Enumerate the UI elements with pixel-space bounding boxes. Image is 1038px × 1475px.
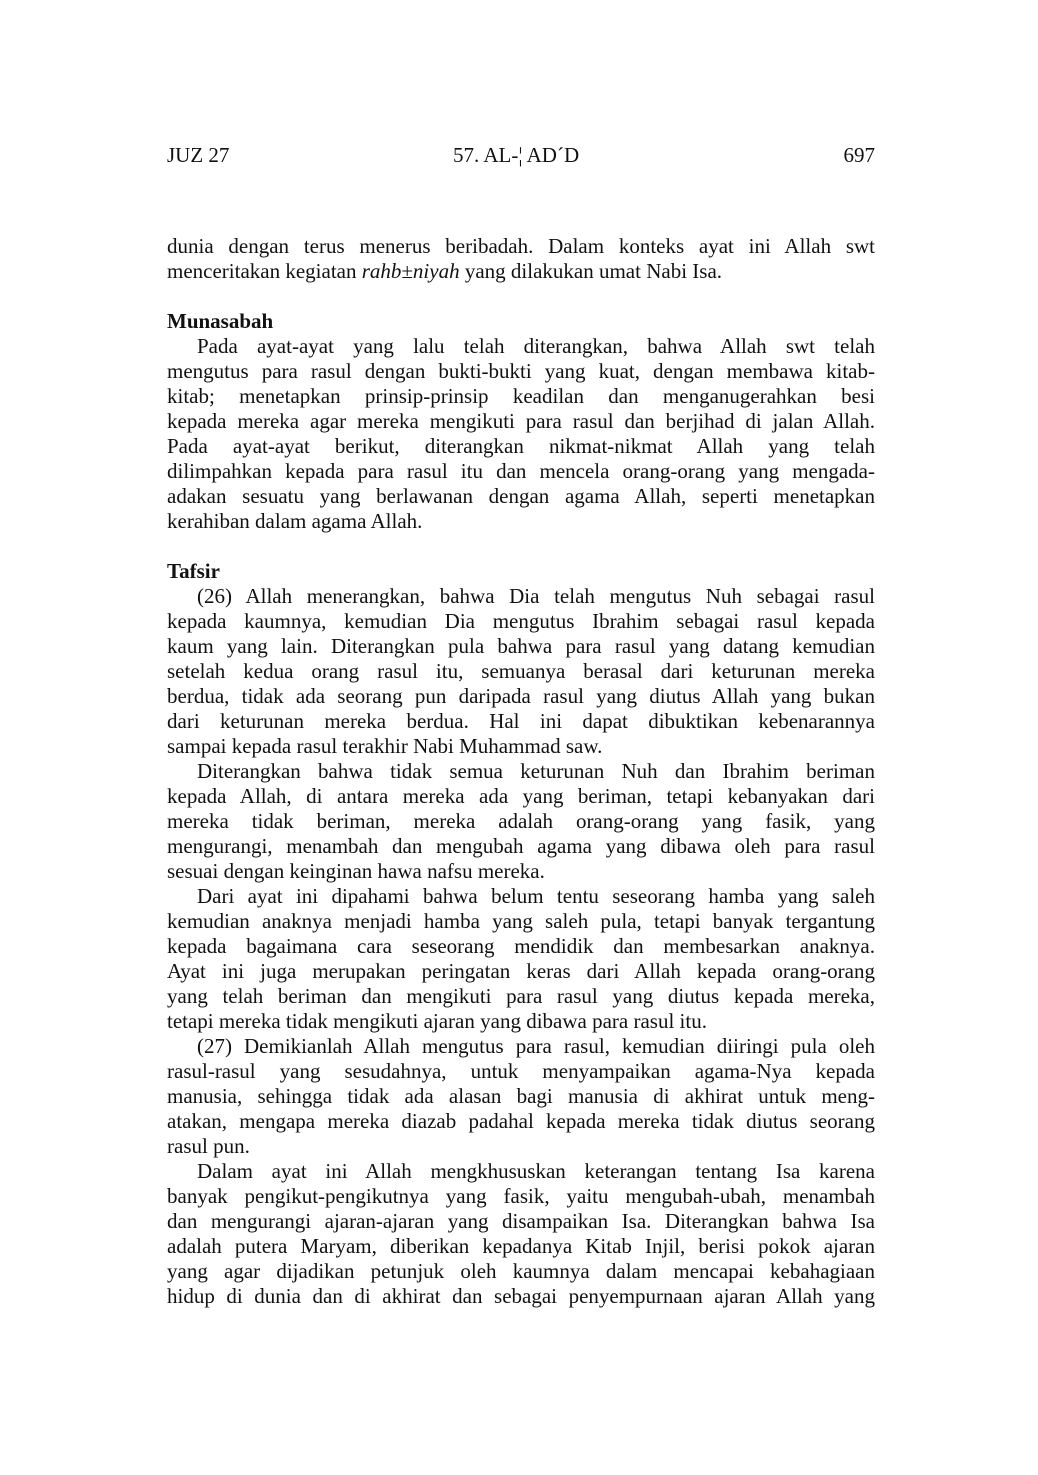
- munasabah-paragraph: [167, 334, 875, 534]
- text-line: Dari ayat ini dipahami bahwa belum tentu seseorang hamba yang saleh: [197, 884, 875, 908]
- text-line: mengurangi, menambah dan mengubah agama yang dibawa oleh para rasul: [167, 834, 875, 858]
- text-line: [167, 259, 875, 284]
- text-line: Dalam ayat ini Allah mengkhususkan keterangan tentang Isa karena: [197, 1159, 875, 1183]
- text-line: yang telah beriman dan mengikuti para rasul yang diutus kepada mereka,: [167, 984, 875, 1008]
- text-line: dilimpahkan kepada para rasul itu dan mencela orang-orang yang mengada-: [167, 459, 875, 483]
- italic-term: rahb±niyah: [361, 259, 460, 283]
- text-line: rasul-rasul yang sesudahnya, untuk menyampaikan agama-Nya kepada: [167, 1059, 875, 1083]
- text-line: tetapi mereka tidak mengikuti ajaran yang dibawa para rasul itu.: [167, 1009, 707, 1033]
- text-line: mengutus para rasul dengan bukti-bukti yang kuat, dengan membawa kitab-: [167, 359, 875, 383]
- text-line: sampai kepada rasul terakhir Nabi Muhammad saw.: [167, 734, 603, 758]
- text-line: kemudian anaknya menjadi hamba yang saleh pula, tetapi banyak tergantung: [167, 909, 875, 933]
- text-line: sesuai dengan keinginan hawa nafsu mereka.: [167, 859, 545, 883]
- text-line: (27) Demikianlah Allah mengutus para rasul, kemudian diiringi pula oleh: [197, 1034, 875, 1058]
- tafsir-paragraph: [167, 884, 875, 1034]
- text-line: kitab; menetapkan prinsip-prinsip keadilan dan menganugerahkan besi: [167, 384, 875, 408]
- text-line: kepada bagaimana cara seseorang mendidik dan membesarkan anaknya.: [167, 934, 875, 958]
- page-body: [167, 234, 875, 1309]
- text-line: hidup di dunia dan di akhirat dan sebagai penyempurnaan ajaran Allah yang: [167, 1284, 875, 1308]
- text-line: adakan sesuatu yang berlawanan dengan agama Allah, seperti menetapkan: [167, 484, 875, 508]
- text-line: setelah kedua orang rasul itu, semuanya berasal dari keturunan mereka: [167, 659, 875, 683]
- text-line: Diterangkan bahwa tidak semua keturunan Nuh dan Ibrahim beriman: [197, 759, 875, 783]
- tafsir-paragraph: [167, 759, 875, 884]
- text-line: kaum yang lain. Diterangkan pula bahwa para rasul yang datang kemudian: [167, 634, 875, 658]
- text-line: kepada mereka agar mereka mengikuti para rasul dan berjihad di jalan Allah.: [167, 409, 875, 433]
- section-gap: [167, 534, 875, 559]
- text-line: atakan, mengapa mereka diazab padahal kepada mereka tidak diutus seorang: [167, 1109, 875, 1133]
- text-line: adalah putera Maryam, diberikan kepadanya Kitab Injil, berisi pokok ajaran: [167, 1234, 875, 1258]
- intro-paragraph: [167, 234, 875, 284]
- text-line: rasul pun.: [167, 1134, 250, 1158]
- section-heading: Tafsir: [167, 559, 220, 583]
- text-span: menceritakan kegiatan: [167, 259, 362, 283]
- text-line: kepada kaumnya, kemudian Dia mengutus Ibrahim sebagai rasul kepada: [167, 609, 875, 633]
- text-line: (26) Allah menerangkan, bahwa Dia telah mengutus Nuh sebagai rasul: [197, 584, 875, 608]
- text-line: manusia, sehingga tidak ada alasan bagi manusia di akhirat untuk meng-: [167, 1084, 875, 1108]
- juz-label: JUZ 27: [167, 143, 230, 167]
- surah-title: 57. AL-¦ AD´D: [453, 143, 580, 167]
- tafsir-paragraphs: [167, 584, 875, 1309]
- tafsir-paragraph: [167, 1034, 875, 1159]
- section-tafsir: [167, 559, 875, 1309]
- text-line: Pada ayat-ayat yang lalu telah diterangkan, bahwa Allah swt telah: [197, 334, 875, 358]
- text-line: dunia dengan terus menerus beribadah. Dalam konteks ayat ini Allah swt: [167, 234, 875, 258]
- text-line: kerahiban dalam agama Allah.: [167, 509, 423, 533]
- text-line: Pada ayat-ayat berikut, diterangkan nikmat-nikmat Allah yang telah: [167, 434, 875, 458]
- section-munasabah: [167, 309, 875, 534]
- section-gap: [167, 284, 875, 309]
- text-span: yang dilakukan umat Nabi Isa.: [459, 259, 723, 283]
- section-heading: Munasabah: [167, 309, 274, 333]
- tafsir-paragraph: [167, 584, 875, 759]
- page-number: 697: [843, 143, 875, 167]
- text-line: dari keturunan mereka berdua. Hal ini dapat dibuktikan kebenarannya: [167, 709, 875, 733]
- text-line: mereka tidak beriman, mereka adalah orang-orang yang fasik, yang: [167, 809, 875, 833]
- text-line: Ayat ini juga merupakan peringatan keras dari Allah kepada orang-orang: [167, 959, 875, 983]
- text-line: kepada Allah, di antara mereka ada yang beriman, tetapi kebanyakan dari: [167, 784, 875, 808]
- text-line: yang agar dijadikan petunjuk oleh kaumnya dalam mencapai kebahagiaan: [167, 1259, 875, 1283]
- running-header: [167, 143, 875, 173]
- text-line: dan mengurangi ajaran-ajaran yang disampaikan Isa. Diterangkan bahwa Isa: [167, 1209, 875, 1233]
- tafsir-paragraph: [167, 1159, 875, 1309]
- text-line: banyak pengikut-pengikutnya yang fasik, yaitu mengubah-ubah, menambah: [167, 1184, 875, 1208]
- text-line: berdua, tidak ada seorang pun daripada rasul yang diutus Allah yang bukan: [167, 684, 875, 708]
